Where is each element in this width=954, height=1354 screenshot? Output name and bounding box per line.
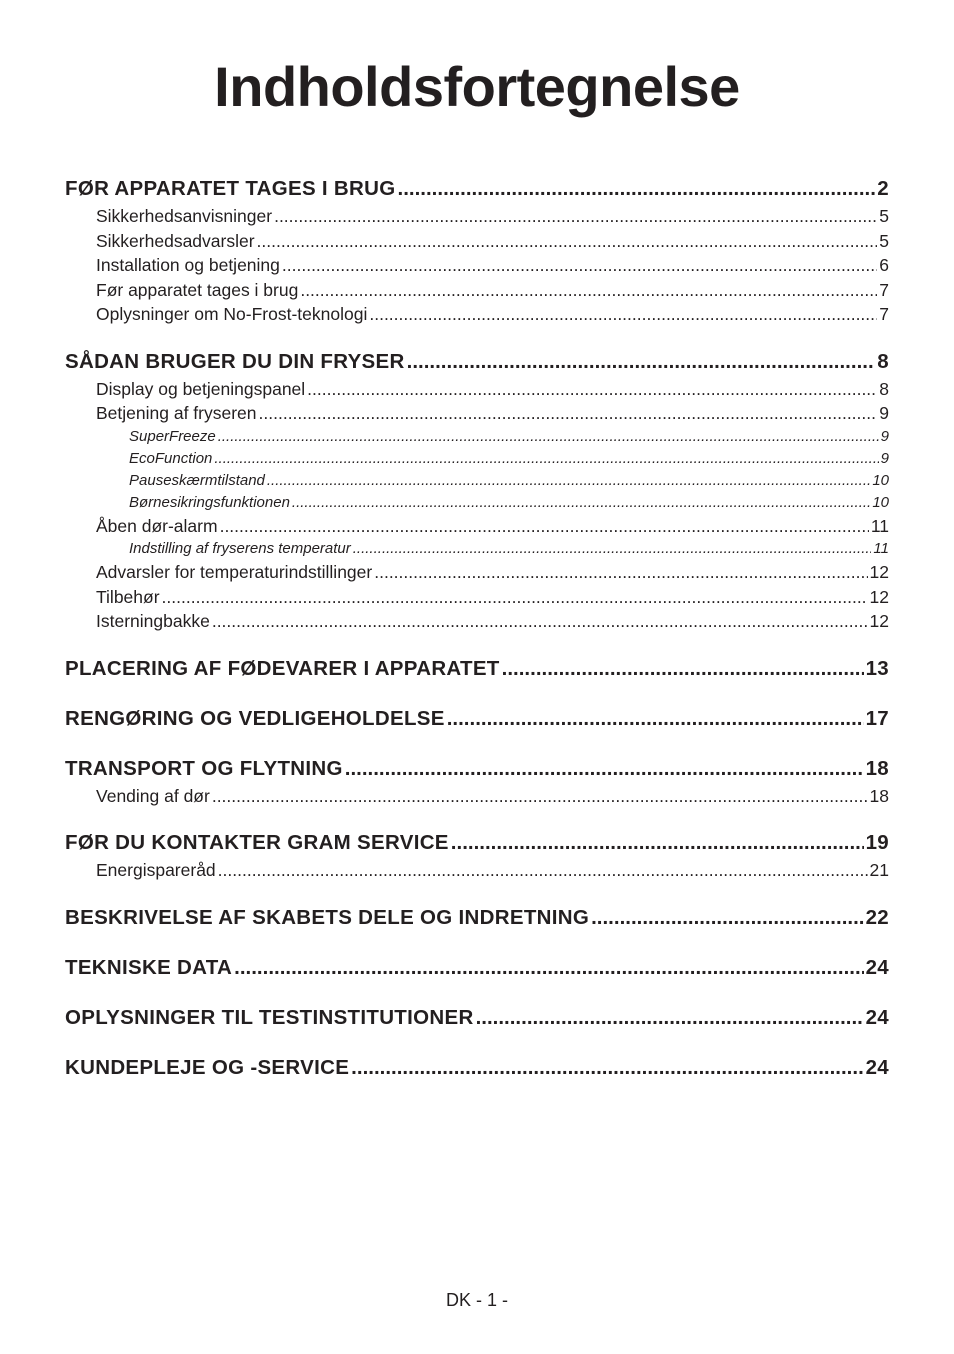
toc-page-number: 24 [865, 955, 889, 979]
dot-leader [218, 858, 868, 883]
toc-heading[interactable] [65, 1053, 889, 1083]
toc-subentry[interactable] [65, 585, 889, 610]
toc-subsubentry[interactable] [65, 426, 889, 448]
toc-entry-title: Sikkerhedsanvisninger [96, 206, 273, 226]
dot-leader [407, 347, 876, 377]
toc-section [65, 704, 889, 734]
toc-entry-title: FØR APPARATET TAGES I BRUG [65, 177, 396, 200]
dot-leader [212, 784, 868, 809]
toc-page-number: 6 [879, 255, 889, 275]
toc-subentry[interactable] [65, 609, 889, 634]
dot-leader [214, 448, 878, 470]
toc-page-number: 12 [869, 611, 889, 631]
dot-leader [257, 229, 878, 254]
toc-page-number: 10 [872, 493, 889, 511]
toc-page-number: 12 [869, 562, 889, 582]
toc-page-number: 11 [873, 540, 889, 557]
toc-entry-title: PLACERING AF FØDEVARER I APPARATET [65, 656, 500, 680]
dot-leader [282, 253, 877, 278]
dot-leader [398, 174, 876, 204]
dot-leader [369, 302, 877, 327]
toc-entry-title: Oplysninger om No-Frost-teknologi [96, 304, 368, 324]
toc-heading[interactable] [65, 1003, 889, 1033]
toc-page-number: 12 [869, 586, 889, 607]
dot-leader [300, 278, 877, 303]
toc-entry-title: SÅDAN BRUGER DU DIN FRYSER [65, 349, 405, 373]
table-of-contents [65, 174, 889, 1103]
toc-page-number: 2 [877, 177, 889, 200]
toc-entry-title: TRANSPORT OG FLYTNING [65, 756, 343, 780]
toc-section [65, 903, 889, 933]
dot-leader [259, 401, 878, 426]
toc-section [65, 174, 889, 327]
toc-page-number: 13 [865, 656, 889, 680]
toc-subsubentry[interactable] [65, 470, 889, 492]
toc-page-number: 21 [869, 860, 889, 880]
toc-subentry[interactable] [65, 560, 889, 585]
toc-entry-title: Tilbehør [96, 586, 160, 607]
toc-page-number: 5 [879, 230, 889, 251]
toc-entry-title: Før apparatet tages i brug [96, 279, 299, 300]
toc-subentry[interactable] [65, 204, 889, 229]
toc-entry-title: SuperFreeze [129, 427, 216, 445]
toc-entry-title: OPLYSNINGER TIL TESTINSTITUTIONER [65, 1005, 474, 1029]
toc-page-number: 11 [870, 515, 889, 536]
toc-subsubentry[interactable] [65, 538, 889, 560]
dot-leader [234, 953, 863, 983]
toc-heading[interactable] [65, 828, 889, 858]
dot-leader [218, 426, 879, 448]
toc-entry-title: Pauseskærmtilstand [129, 471, 265, 489]
dot-leader [447, 704, 864, 734]
toc-heading[interactable] [65, 953, 889, 983]
toc-heading[interactable] [65, 654, 889, 684]
toc-entry-title: Åben dør-alarm [96, 515, 218, 536]
toc-entry-title: Betjening af fryseren [96, 403, 257, 423]
dot-leader [502, 654, 864, 684]
toc-entry-title: Vending af dør [96, 785, 210, 806]
toc-subentry[interactable] [65, 278, 889, 303]
toc-page-number: 22 [865, 905, 889, 929]
toc-subsubentry[interactable] [65, 448, 889, 470]
toc-section [65, 1003, 889, 1033]
dot-leader [307, 377, 877, 402]
toc-subentry[interactable] [65, 377, 889, 402]
toc-page-number: 7 [879, 279, 889, 300]
toc-page-number: 9 [880, 427, 889, 445]
toc-page-number: 18 [865, 756, 889, 780]
dot-leader [351, 1053, 863, 1083]
toc-entry-title: Isterningbakke [96, 611, 210, 631]
dot-leader [353, 538, 872, 560]
toc-section [65, 953, 889, 983]
toc-subsubentry[interactable] [65, 492, 889, 514]
toc-heading[interactable] [65, 704, 889, 734]
toc-entry-title: TEKNISKE DATA [65, 955, 233, 979]
dot-leader [267, 470, 870, 492]
toc-page-number: 19 [865, 831, 889, 854]
toc-heading[interactable] [65, 174, 889, 204]
toc-page-number: 7 [879, 304, 889, 324]
toc-heading[interactable] [65, 754, 889, 784]
dot-leader [292, 492, 870, 514]
dot-leader [220, 514, 869, 539]
toc-section [65, 654, 889, 684]
toc-entry-title: BESKRIVELSE AF SKABETS DELE OG INDRETNING [65, 905, 590, 929]
toc-heading[interactable] [65, 347, 889, 377]
dot-leader [212, 609, 868, 634]
toc-page-number: 9 [879, 403, 889, 423]
dot-leader [345, 754, 864, 784]
dot-leader [591, 903, 864, 933]
toc-subentry[interactable] [65, 401, 889, 426]
toc-page-number: 18 [869, 785, 889, 806]
toc-entry-title: KUNDEPLEJE OG -SERVICE [65, 1055, 350, 1079]
dot-leader [274, 204, 877, 229]
toc-entry-title: EcoFunction [129, 449, 213, 467]
dot-leader [451, 828, 864, 858]
page-title: Indholdsfortegnelse [214, 55, 740, 118]
toc-section [65, 828, 889, 883]
toc-entry-title: Børnesikringsfunktionen [129, 493, 290, 511]
toc-entry-title: RENGØRING OG VEDLIGEHOLDELSE [65, 706, 445, 730]
toc-heading[interactable] [65, 903, 889, 933]
toc-section [65, 1053, 889, 1083]
toc-entry-title: Display og betjeningspanel [96, 378, 306, 399]
dot-leader [476, 1003, 864, 1033]
toc-page-number: 5 [879, 206, 889, 226]
toc-entry-title: FØR DU KONTAKTER GRAM SERVICE [65, 831, 449, 854]
toc-page-number: 24 [865, 1055, 889, 1079]
toc-page-number: 9 [880, 449, 889, 467]
toc-section [65, 347, 889, 634]
toc-entry-title: Sikkerhedsadvarsler [96, 230, 255, 251]
toc-entry-title: Advarsler for temperaturindstillinger [96, 562, 373, 582]
toc-entry-title: Indstilling af fryserens temperatur [129, 540, 351, 557]
toc-page-number: 8 [877, 349, 889, 373]
toc-page-number: 8 [879, 378, 889, 399]
toc-subentry[interactable] [65, 858, 889, 883]
dot-leader [374, 560, 867, 585]
toc-subentry[interactable] [65, 514, 889, 539]
toc-page-number: 17 [865, 706, 889, 730]
toc-subentry[interactable] [65, 229, 889, 254]
page-footer: DK - 1 - [445, 1290, 508, 1310]
toc-entry-title: Energisparеråd [96, 860, 216, 880]
toc-section [65, 754, 889, 809]
toc-subentry[interactable] [65, 253, 889, 278]
toc-page-number: 24 [865, 1005, 889, 1029]
toc-page-number: 10 [872, 471, 889, 489]
toc-entry-title: Installation og betjening [96, 255, 280, 275]
toc-subentry[interactable] [65, 784, 889, 809]
toc-subentry[interactable] [65, 302, 889, 327]
dot-leader [162, 585, 868, 610]
